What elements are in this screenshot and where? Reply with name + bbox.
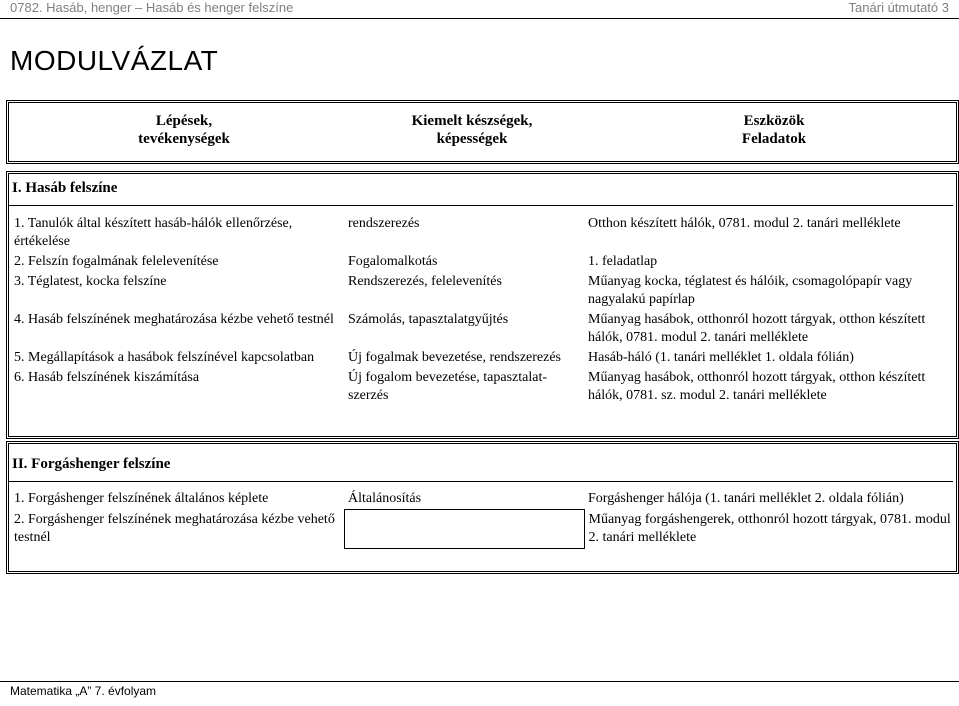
- table-row: [6, 214, 956, 252]
- footer-rule: [0, 681, 959, 682]
- step-cell: 1. Tanulók által készített hasáb-hálók ellenőrzése, értékelése: [14, 216, 293, 249]
- header-left: 0782. Hasáb, henger – Hasáb és henger felszíne: [10, 0, 294, 15]
- skill-cell: [344, 510, 584, 549]
- tool-cell: Hasáb-háló (1. tanári melléklet 1. oldala fólián): [588, 350, 854, 365]
- table-row: [6, 348, 956, 368]
- header-rule: [0, 18, 959, 19]
- tool-cell: Műanyag forgáshengerek, otthonról hozott tárgyak, 0781. modul 2. tanári melléklete: [588, 511, 951, 545]
- table-row: [6, 272, 956, 310]
- tool-cell: Műanyag hasábok, otthonról hozott tárgyak, otthon készített hálók, 0781. modul 2. tanári melléklete: [588, 312, 926, 345]
- tool-cell: Forgáshenger hálója (1. tanári melléklet 2. oldala fólián): [588, 491, 904, 506]
- step-cell: 3. Téglatest, kocka felszíne: [14, 274, 167, 289]
- section-rule-1: [8, 205, 953, 206]
- table-row: [6, 489, 956, 510]
- table-row: [6, 252, 956, 272]
- skill-cell: Új fogalmak bevezetése, rendszerezés: [348, 350, 561, 365]
- skill-cell: Új fogalom bevezetése, tapasztalat-szerzés: [348, 370, 548, 403]
- column-steps-header: Lépések, tevékenységek: [138, 113, 230, 147]
- table-row: [6, 510, 956, 549]
- step-cell: 4. Hasáb felszínének meghatározása kézbe vehető testnél: [14, 312, 334, 327]
- step-cell: 2. Forgáshenger felszínének meghatározása kézbe vehető testnél: [14, 511, 335, 545]
- page-footer: Matematika „A” 7. évfolyam: [10, 684, 157, 698]
- section-title-1: I. Hasáb felszíne: [12, 180, 118, 196]
- column-tools-header: Eszközök Feladatok: [741, 113, 807, 147]
- page-title: MODULVÁZLAT: [10, 45, 219, 76]
- skill-cell: Számolás, tapasztalatgyűjtés: [348, 312, 509, 327]
- step-cell: 1. Forgáshenger felszínének általános képlete: [14, 491, 269, 506]
- section-rule-2: [8, 481, 953, 482]
- header-right: Tanári útmutató 3: [848, 0, 949, 15]
- page-header: [0, 0, 959, 20]
- skill-cell: rendszerezés: [348, 216, 420, 231]
- column-skills-header: Kiemelt készségek, képességek: [411, 113, 533, 147]
- section-table-1: [6, 214, 956, 406]
- section-title-2: II. Forgáshenger felszíne: [12, 456, 171, 472]
- skill-cell: Általánosítás: [348, 491, 422, 506]
- skill-cell: Fogalomalkotás: [348, 254, 438, 269]
- column-header-box: [6, 100, 959, 164]
- tool-cell: 1. feladatlap: [588, 254, 658, 269]
- tool-cell: Otthon készített hálók, 0781. modul 2. tanári melléklete: [588, 216, 901, 231]
- tool-cell: Műanyag kocka, téglatest és hálóik, csomagolópapír vagy nagyalakú papírlap: [588, 274, 913, 307]
- skill-cell: Rendszerezés, felelevenítés: [348, 274, 502, 289]
- step-cell: 2. Felszín fogalmának felelevenítése: [14, 254, 219, 269]
- section-table-2: [6, 489, 956, 549]
- table-row: [6, 368, 956, 406]
- table-row: [6, 310, 956, 348]
- tool-cell: Műanyag hasábok, otthonról hozott tárgyak, otthon készített hálók, 0781. sz. modul 2. tanári melléklete: [588, 370, 926, 403]
- step-cell: 5. Megállapítások a hasábok felszínével kapcsolatban: [14, 350, 315, 365]
- step-cell: 6. Hasáb felszínének kiszámítása: [14, 370, 200, 385]
